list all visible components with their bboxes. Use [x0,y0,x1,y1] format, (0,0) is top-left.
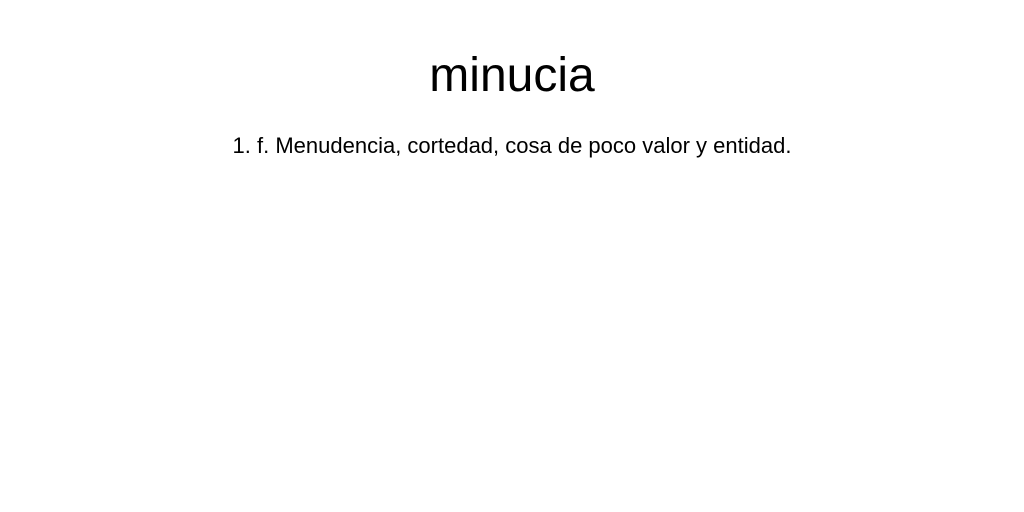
entry-word: minucia [429,49,595,102]
entry-definition: 1. f. Menudencia, cortedad, cosa de poco valor y entidad. [232,133,792,158]
